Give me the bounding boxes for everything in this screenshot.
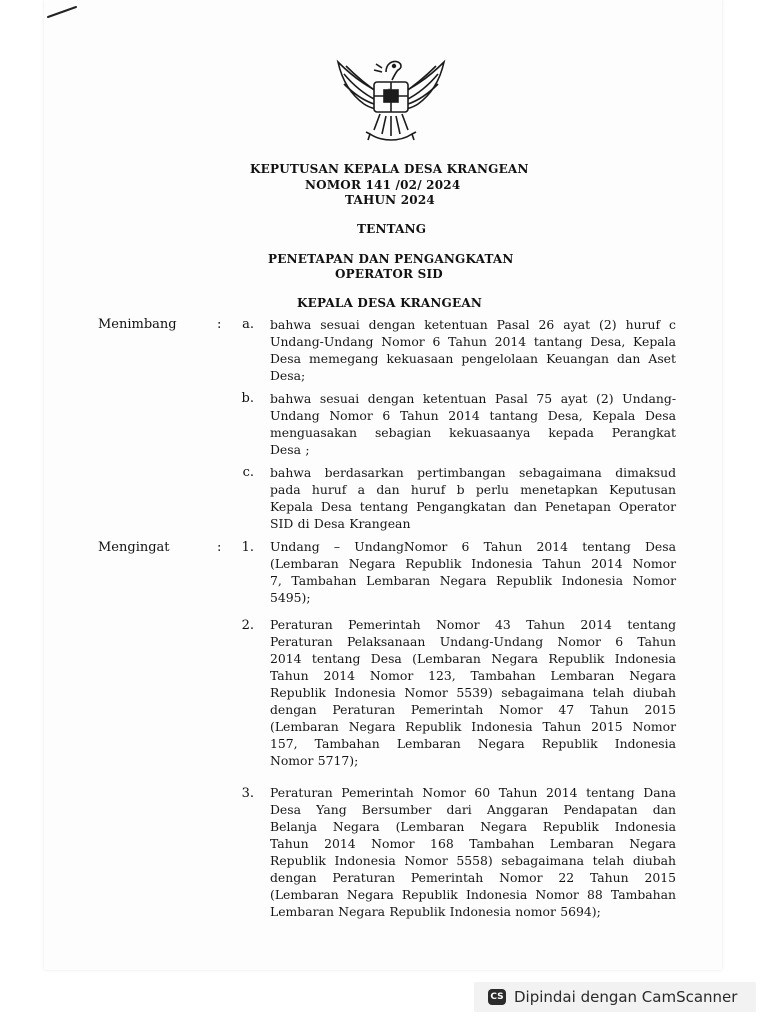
garuda-emblem-icon xyxy=(330,50,452,146)
text-line: (Lembaran Negara Republik Indonesia Nomor 88 Tambahan xyxy=(270,887,676,902)
mengingat-item-2 xyxy=(270,616,676,769)
text-line: Belanja Negara (Lembaran Negara Republik Indonesia xyxy=(270,819,676,834)
menimbang-label: Menimbang xyxy=(98,317,177,332)
camscanner-text: Dipindai dengan CamScanner xyxy=(514,988,738,1006)
document-year: TAHUN 2024 xyxy=(345,193,435,207)
text-line: Undang – UndangNomor 6 Tahun 2014 tentang Desa xyxy=(270,539,676,554)
text-line: 157, Tambahan Lembaran Negara Republik Indonesia xyxy=(270,736,676,751)
text-line: bahwa berdasarkan pertimbangan sebagaimana dimaksud xyxy=(270,465,676,480)
menimbang-item-b xyxy=(270,390,676,458)
mengingat-marker-3: 3. xyxy=(241,786,254,801)
text-line: menguasakan sebagian kekuasaanya kepada Perangkat xyxy=(270,425,676,440)
text-line: Peraturan Pemerintah Nomor 43 Tahun 2014 tentang xyxy=(270,617,676,632)
text-line: SID di Desa Krangean xyxy=(270,516,411,531)
text-line: Tahun 2014 Nomor 168 Tambahan Lembaran Negara xyxy=(270,836,676,851)
text-line: (Lembaran Negara Republik Indonesia Tahun 2014 Nomor xyxy=(270,556,676,571)
text-line: Desa; xyxy=(270,368,306,383)
menimbang-item-a xyxy=(270,316,676,384)
text-line: dengan Peraturan Pemerintah Nomor 47 Tahun 2015 xyxy=(270,702,676,717)
text-line: Desa Yang Bersumber dari Anggaran Pendapatan dan xyxy=(270,802,676,817)
text-line: Kepala Desa tentang Pengangkatan dan Penetapan Operator xyxy=(270,499,676,514)
document-title-line1: KEPUTUSAN KEPALA DESA KRANGEAN xyxy=(250,162,529,176)
text-line: Republik Indonesia Nomor 5558) sebagaimana telah diubah xyxy=(270,853,676,868)
document-number: NOMOR 141 /02/ 2024 xyxy=(305,178,461,192)
text-line: dengan Peraturan Pemerintah Nomor 22 Tahun 2015 xyxy=(270,870,676,885)
subject-line2: OPERATOR SID xyxy=(335,267,443,281)
mengingat-label: Mengingat xyxy=(98,540,170,555)
text-line: Republik Indonesia Nomor 5539) sebagaimana telah diubah xyxy=(270,685,676,700)
text-line: pada huruf a dan huruf b perlu menetapkan Keputusan xyxy=(270,482,676,497)
text-line: (Lembaran Negara Republik Indonesia Tahun 2015 Nomor xyxy=(270,719,676,734)
text-line: Peraturan Pelaksanaan Undang-Undang Nomor 6 Tahun xyxy=(270,634,676,649)
text-line: bahwa sesuai dengan ketentuan Pasal 26 ayat (2) huruf c xyxy=(270,317,676,332)
camscanner-logo-icon: CS xyxy=(488,989,506,1005)
mengingat-marker-2: 2. xyxy=(241,618,254,633)
camscanner-watermark xyxy=(474,982,756,1012)
text-line: Desa memegang kekuasaan pengelolaan Keuangan dan Aset xyxy=(270,351,676,366)
mengingat-marker-1: 1. xyxy=(241,540,254,555)
menimbang-marker-b: b. xyxy=(241,391,254,406)
text-line: Undang-Undang Nomor 6 Tahun 2014 tantang Desa, Kepala xyxy=(270,334,676,349)
menimbang-marker-c: c. xyxy=(242,465,254,480)
tentang-heading: TENTANG xyxy=(357,222,427,236)
subject-line1: PENETAPAN DAN PENGANGKATAN xyxy=(268,252,514,266)
text-line: Tahun 2014 Nomor 123, Tambahan Lembaran Negara xyxy=(270,668,676,683)
text-line: 5495); xyxy=(270,590,311,605)
mengingat-item-1 xyxy=(270,538,676,606)
text-line: 7, Tambahan Lembaran Negara Republik Indonesia Nomor xyxy=(270,573,676,588)
pen-stroke-mark xyxy=(46,4,80,20)
text-line: Undang Nomor 6 Tahun 2014 tantang Desa, Kepala Desa xyxy=(270,408,676,423)
menimbang-item-c xyxy=(270,464,676,532)
mengingat-item-3 xyxy=(270,784,676,920)
text-line: Peraturan Pemerintah Nomor 60 Tahun 2014 tentang Dana xyxy=(270,785,676,800)
text-line: Lembaran Negara Republik Indonesia nomor 5694); xyxy=(270,904,601,919)
issuer-heading: KEPALA DESA KRANGEAN xyxy=(297,296,483,310)
text-line: Nomor 5717); xyxy=(270,753,359,768)
mengingat-colon: : xyxy=(217,540,222,555)
menimbang-colon: : xyxy=(217,317,222,332)
menimbang-marker-a: a. xyxy=(242,317,254,332)
text-line: bahwa sesuai dengan ketentuan Pasal 75 ayat (2) Undang- xyxy=(270,391,676,406)
text-line: Desa ; xyxy=(270,442,310,457)
text-line: 2014 tentang Desa (Lembaran Negara Republik Indonesia xyxy=(270,651,676,666)
